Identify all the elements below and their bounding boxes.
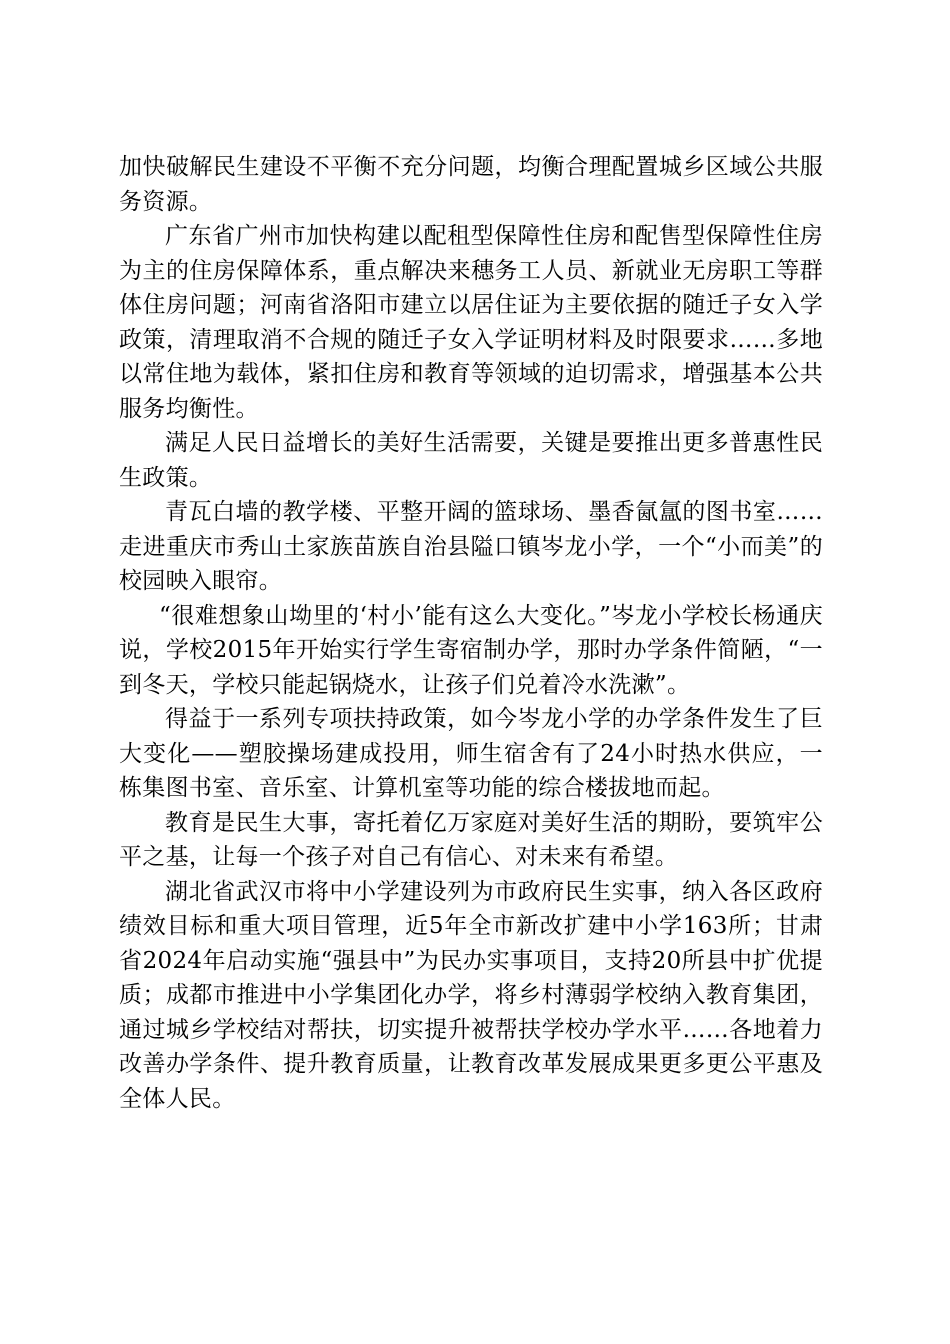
paragraph-housing-education: 广东省广州市加快构建以配租型保障性住房和配售型保障性住房为主的住房保障体系，重点解决来穗务工人员、新就业无房职工等群体住房问题；河南省洛阳市建立以居住证为主要依据的随迁子女入学政策，清理取消不合规的随迁子女入学证明材料及时限要求……多地以常住地为载体，紧扣住房和教育等领域的迫切需求，增强基本公共服务均衡性。 [119,223,823,422]
paragraph-policy-intro: 满足人民日益增长的美好生活需要，关键是要推出更多普惠性民生政策。 [119,430,823,491]
paragraph-principal-quote: “很难想象山坳里的‘村小’能有这么大变化。”岑龙小学校长杨通庆说，学校2015年开始实行学生寄宿制办学，那时办学条件简陋，“一到冬天，学校只能起锅烧水，让孩子们兑着冷水洗漱”。 [119,602,823,698]
paragraph-continuation: 加快破解民生建设不平衡不充分问题，均衡合理配置城乡区域公共服务资源。 [119,154,823,215]
paragraph-school-improvements: 得益于一系列专项扶持政策，如今岑龙小学的办学条件发生了巨大变化——塑胶操场建成投用，师生宿舍有了24小时热水供应，一栋集图书室、音乐室、计算机室等功能的综合楼拔地而起。 [119,706,823,801]
paragraph-education-importance: 教育是民生大事，寄托着亿万家庭对美好生活的期盼，要筑牢公平之基，让每一个孩子对自己有信心、对未来有希望。 [119,809,823,870]
article-body [119,150,823,1116]
paragraph-regional-examples: 湖北省武汉市将中小学建设列为市政府民生实事，纳入各区政府绩效目标和重大项目管理，近5年全市新改扩建中小学163所；甘肃省2024年启动实施“强县中”为民办实事项目，支持20所县中扩优提质；成都市推进中小学集团化办学，将乡村薄弱学校纳入教育集团，通过城乡学校结对帮扶，切实提升被帮扶学校办学水平……各地着力改善办学条件、提升教育质量，让教育改革发展成果更多更公平惠及全体人民。 [119,878,823,1112]
paragraph-school-scene: 青瓦白墙的教学楼、平整开阔的篮球场、墨香氤氲的图书室……走进重庆市秀山土家族苗族自治县隘口镇岑龙小学，一个“小而美”的校园映入眼帘。 [119,499,823,594]
